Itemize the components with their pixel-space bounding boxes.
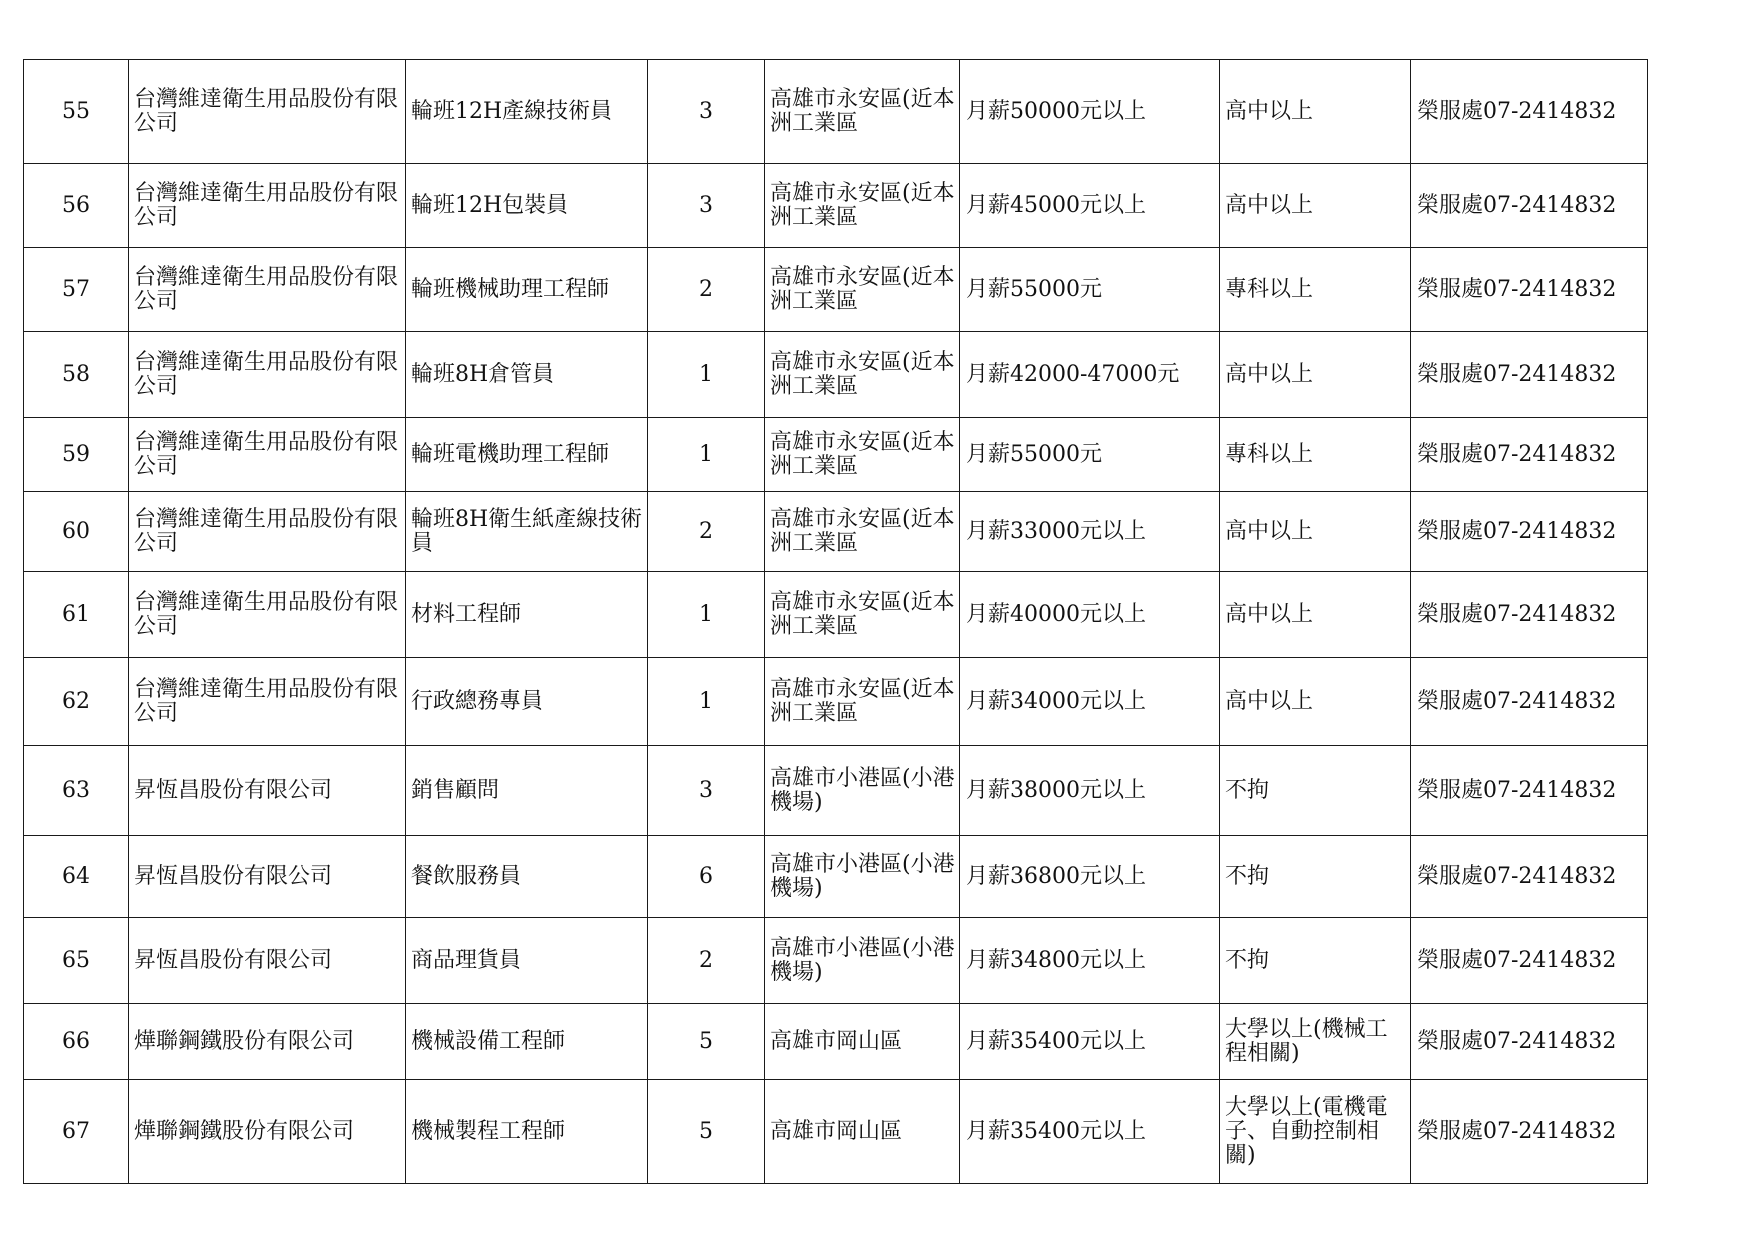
- company-name: 台灣維達衛生用品股份有限公司: [129, 658, 406, 746]
- company-name: 台灣維達衛生用品股份有限公司: [129, 492, 406, 572]
- contact-info: 榮服處07-2414832: [1411, 418, 1648, 492]
- company-name: 台灣維達衛生用品股份有限公司: [129, 332, 406, 418]
- table-row: [24, 1080, 1648, 1184]
- openings-count: 1: [648, 572, 765, 658]
- education-requirement: 不拘: [1220, 918, 1411, 1004]
- row-number: 64: [24, 836, 129, 918]
- table-row: [24, 248, 1648, 332]
- education-requirement: 大學以上(機械工程相關): [1220, 1004, 1411, 1080]
- row-number: 55: [24, 60, 129, 164]
- education-requirement: 高中以上: [1220, 572, 1411, 658]
- job-title: 餐飲服務員: [406, 836, 648, 918]
- salary: 月薪38000元以上: [960, 746, 1220, 836]
- job-title: 輪班12H產線技術員: [406, 60, 648, 164]
- salary: 月薪42000-47000元: [960, 332, 1220, 418]
- contact-info: 榮服處07-2414832: [1411, 836, 1648, 918]
- row-number: 65: [24, 918, 129, 1004]
- salary: 月薪45000元以上: [960, 164, 1220, 248]
- company-name: 昇恆昌股份有限公司: [129, 746, 406, 836]
- row-number: 58: [24, 332, 129, 418]
- table-row: [24, 658, 1648, 746]
- job-rows: [24, 60, 1648, 1184]
- row-number: 62: [24, 658, 129, 746]
- education-requirement: 大學以上(電機電子、自動控制相關): [1220, 1080, 1411, 1184]
- openings-count: 1: [648, 332, 765, 418]
- salary: 月薪34800元以上: [960, 918, 1220, 1004]
- table-row: [24, 746, 1648, 836]
- row-number: 67: [24, 1080, 129, 1184]
- job-title: 輪班12H包裝員: [406, 164, 648, 248]
- salary: 月薪55000元: [960, 248, 1220, 332]
- row-number: 60: [24, 492, 129, 572]
- table-row: [24, 836, 1648, 918]
- education-requirement: 高中以上: [1220, 332, 1411, 418]
- job-title: 材料工程師: [406, 572, 648, 658]
- work-location: 高雄市小港區(小港機場): [765, 836, 960, 918]
- salary: 月薪40000元以上: [960, 572, 1220, 658]
- contact-info: 榮服處07-2414832: [1411, 248, 1648, 332]
- contact-info: 榮服處07-2414832: [1411, 492, 1648, 572]
- job-title: 機械設備工程師: [406, 1004, 648, 1080]
- contact-info: 榮服處07-2414832: [1411, 1080, 1648, 1184]
- job-title: 輪班電機助理工程師: [406, 418, 648, 492]
- contact-info: 榮服處07-2414832: [1411, 1004, 1648, 1080]
- openings-count: 5: [648, 1080, 765, 1184]
- openings-count: 2: [648, 492, 765, 572]
- job-title: 銷售顧問: [406, 746, 648, 836]
- work-location: 高雄市小港區(小港機場): [765, 918, 960, 1004]
- company-name: 台灣維達衛生用品股份有限公司: [129, 248, 406, 332]
- openings-count: 2: [648, 918, 765, 1004]
- education-requirement: 不拘: [1220, 746, 1411, 836]
- work-location: 高雄市小港區(小港機場): [765, 746, 960, 836]
- table-row: [24, 164, 1648, 248]
- job-title: 機械製程工程師: [406, 1080, 648, 1184]
- contact-info: 榮服處07-2414832: [1411, 746, 1648, 836]
- work-location: 高雄市永安區(近本洲工業區: [765, 60, 960, 164]
- salary: 月薪33000元以上: [960, 492, 1220, 572]
- salary: 月薪50000元以上: [960, 60, 1220, 164]
- table-row: [24, 492, 1648, 572]
- education-requirement: 專科以上: [1220, 418, 1411, 492]
- row-number: 57: [24, 248, 129, 332]
- openings-count: 2: [648, 248, 765, 332]
- openings-count: 3: [648, 60, 765, 164]
- table-row: [24, 1004, 1648, 1080]
- contact-info: 榮服處07-2414832: [1411, 658, 1648, 746]
- job-title: 輪班機械助理工程師: [406, 248, 648, 332]
- education-requirement: 高中以上: [1220, 492, 1411, 572]
- salary: 月薪36800元以上: [960, 836, 1220, 918]
- table-row: [24, 332, 1648, 418]
- company-name: 台灣維達衛生用品股份有限公司: [129, 60, 406, 164]
- company-name: 燁聯鋼鐵股份有限公司: [129, 1004, 406, 1080]
- job-title: 輪班8H倉管員: [406, 332, 648, 418]
- contact-info: 榮服處07-2414832: [1411, 60, 1648, 164]
- salary: 月薪55000元: [960, 418, 1220, 492]
- work-location: 高雄市永安區(近本洲工業區: [765, 572, 960, 658]
- company-name: 昇恆昌股份有限公司: [129, 836, 406, 918]
- company-name: 燁聯鋼鐵股份有限公司: [129, 1080, 406, 1184]
- work-location: 高雄市永安區(近本洲工業區: [765, 164, 960, 248]
- job-title: 輪班8H衛生紙產線技術員: [406, 492, 648, 572]
- contact-info: 榮服處07-2414832: [1411, 572, 1648, 658]
- row-number: 66: [24, 1004, 129, 1080]
- salary: 月薪35400元以上: [960, 1004, 1220, 1080]
- openings-count: 1: [648, 658, 765, 746]
- row-number: 61: [24, 572, 129, 658]
- contact-info: 榮服處07-2414832: [1411, 332, 1648, 418]
- openings-count: 3: [648, 746, 765, 836]
- openings-count: 1: [648, 418, 765, 492]
- contact-info: 榮服處07-2414832: [1411, 164, 1648, 248]
- openings-count: 5: [648, 1004, 765, 1080]
- education-requirement: 不拘: [1220, 836, 1411, 918]
- job-title: 商品理貨員: [406, 918, 648, 1004]
- education-requirement: 高中以上: [1220, 658, 1411, 746]
- table-row: [24, 918, 1648, 1004]
- education-requirement: 高中以上: [1220, 164, 1411, 248]
- work-location: 高雄市永安區(近本洲工業區: [765, 418, 960, 492]
- row-number: 63: [24, 746, 129, 836]
- openings-count: 6: [648, 836, 765, 918]
- work-location: 高雄市永安區(近本洲工業區: [765, 332, 960, 418]
- salary: 月薪34000元以上: [960, 658, 1220, 746]
- job-title: 行政總務專員: [406, 658, 648, 746]
- company-name: 昇恆昌股份有限公司: [129, 918, 406, 1004]
- table-row: [24, 418, 1648, 492]
- work-location: 高雄市永安區(近本洲工業區: [765, 492, 960, 572]
- work-location: 高雄市永安區(近本洲工業區: [765, 248, 960, 332]
- row-number: 56: [24, 164, 129, 248]
- company-name: 台灣維達衛生用品股份有限公司: [129, 572, 406, 658]
- education-requirement: 高中以上: [1220, 60, 1411, 164]
- company-name: 台灣維達衛生用品股份有限公司: [129, 164, 406, 248]
- job-listing-table: [23, 59, 1648, 1184]
- salary: 月薪35400元以上: [960, 1080, 1220, 1184]
- work-location: 高雄市岡山區: [765, 1080, 960, 1184]
- row-number: 59: [24, 418, 129, 492]
- table-row: [24, 60, 1648, 164]
- openings-count: 3: [648, 164, 765, 248]
- work-location: 高雄市岡山區: [765, 1004, 960, 1080]
- table-row: [24, 572, 1648, 658]
- education-requirement: 專科以上: [1220, 248, 1411, 332]
- work-location: 高雄市永安區(近本洲工業區: [765, 658, 960, 746]
- contact-info: 榮服處07-2414832: [1411, 918, 1648, 1004]
- company-name: 台灣維達衛生用品股份有限公司: [129, 418, 406, 492]
